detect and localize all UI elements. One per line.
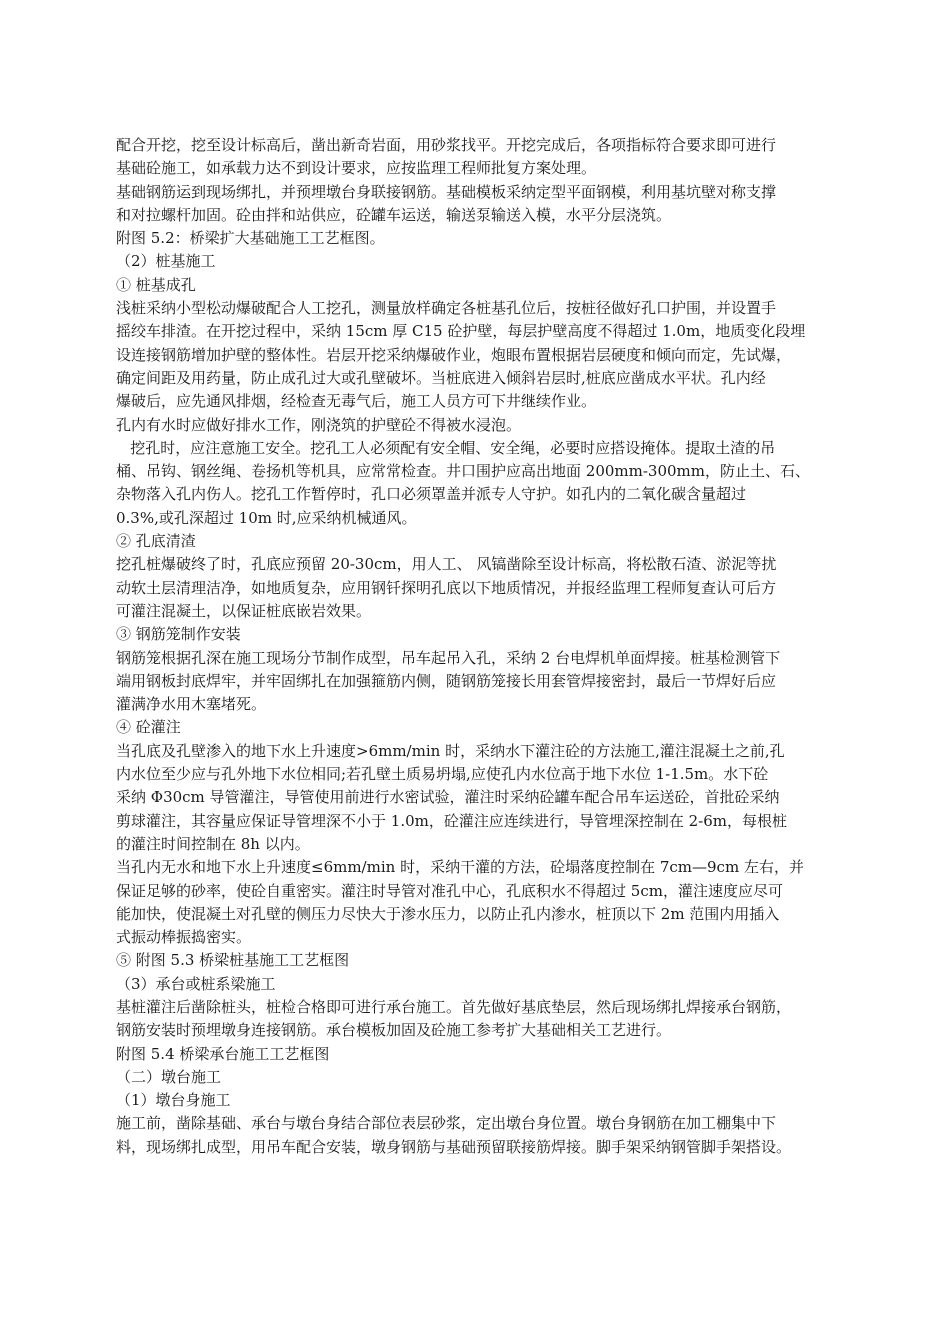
section-heading: （1）墩台身施工 [116,1091,231,1110]
text-line: 内水位至少应与孔外地下水位相同;若孔壁土质易坍塌,应使孔内水位高于地下水位 1-1.5m。水下砼 [116,765,769,784]
figure-reference: 附图 5.4 桥梁承台施工工艺框图 [116,1044,330,1063]
subsection-heading: ① 桩基成孔 [116,275,196,294]
text-line: 施工前，凿除基础、承台与墩台身结合部位表层砂浆，定出墩台身位置。墩台身钢筋在加工棚集中下 [116,1114,777,1133]
text-line: 摇绞车排渣。在开挖过程中，采纳 15cm 厚 C15 砼护壁，每层护壁高度不得超过 1.0m，地质变化段埋 [116,322,806,341]
text-line: 当孔底及孔壁渗入的地下水上升速度>6mm/min 时，采纳水下灌注砼的方法施工,灌注混凝土之前,孔 [116,741,785,760]
text-line: 浅桩采纳小型松动爆破配合人工挖孔，测量放样确定各桩基孔位后，按桩径做好孔口护围，并设置手 [116,299,777,318]
document-body [116,134,856,1159]
text-line: 孔内有水时应做好排水工作，刚浇筑的护壁砼不得被水浸泡。 [116,415,522,434]
text-line: 当孔内无水和地下水上升速度≤6mm/min 时，采纳干灌的方法，砼塌落度控制在 7cm—9cm 左右，并 [116,858,804,877]
text-line: 钢筋安装时预埋墩身连接钢筋。承台模板加固及砼施工参考扩大基础相关工艺进行。 [116,1021,672,1040]
text-line: 采纳 Φ30cm 导管灌注，导管使用前进行水密试验，灌注时采纳砼罐车配合吊车运送砼，首批砼采纳 [116,788,780,807]
text-line: 动软土层清理洁净，如地质复杂，应用钢钎探明孔底以下地质情况，并报经监理工程师复查认可后方 [116,578,777,597]
text-line: 可灌注混凝土，以保证桩底嵌岩效果。 [116,601,372,620]
text-line: 挖孔桩爆破终了时，孔底应预留 20-30cm，用人工、 风镐凿除至设计标高，将松散石渣、淤泥等扰 [116,555,777,574]
text-line: 杂物落入孔内伤人。挖孔工作暂停时，孔口必须罩盖并派专人守护。如孔内的二氧化碳含量超过 [116,485,747,504]
section-heading: （2）桩基施工 [116,252,216,271]
section-heading: （二）墩台施工 [116,1067,222,1086]
text-line: 灌满净水用木塞堵死。 [116,695,267,714]
text-line: 料，现场绑扎成型，用吊车配合安装，墩身钢筋与基础预留联接筋焊接。脚手架采纳钢管脚手架搭设。 [116,1137,792,1156]
text-line: 基桩灌注后凿除桩头，桩检合格即可进行承台施工。首先做好基底垫层，然后现场绑扎焊接承台钢筋， [116,997,792,1016]
text-line: 保证足够的砂率，使砼自重密实。灌注时导管对准孔中心，孔底积水不得超过 5cm，灌注速度应尽可 [116,881,783,900]
text-line: 基础砼施工，如承载力达不到设计要求，应按监理工程师批复方案处理。 [116,159,597,178]
text-line: 爆破后，应先通风排烟，经检查无毒气后，施工人员方可下井继续作业。 [116,392,597,411]
text-line: 端用钢板封底焊牢，并牢固绑扎在加强箍筋内侧，随钢筋笼接长用套管焊接密封，最后一节焊好后应 [116,671,777,690]
text-line: 0.3%,或孔深超过 10m 时,应采纳机械通风。 [116,508,417,527]
figure-reference: 附图 5.2：桥梁扩大基础施工工艺框图。 [116,229,385,248]
text-line: 剪球灌注，其容量应保证导管埋深不小于 1.0m，砼灌注应连续进行，导管埋深控制在 2-6m，每根桩 [116,811,787,830]
text-line: 配合开挖，挖至设计标高后，凿出新奇岩面，用砂浆找平。开挖完成后，各项指标符合要求即可进行 [116,136,777,154]
figure-reference: ⑤ 附图 5.3 桥梁桩基施工工艺框图 [116,951,350,970]
subsection-heading: ③ 钢筋笼制作安装 [116,625,241,644]
text-line: 确定间距及用药量，防止成孔过大或孔壁破坏。当桩底进入倾斜岩层时,桩底应凿成水平状。孔内经 [116,368,766,387]
text-line: 钢筋笼根据孔深在施工现场分节制作成型，吊车起吊入孔，采纳 2 台电焊机单面焊接。桩基检测管下 [116,648,781,667]
text-line: 基础钢筋运到现场绑扎，并预埋墩台身联接钢筋。基础模板采纳定型平面钢模，利用基坑壁对称支撑 [116,182,777,201]
text-line: 能加快，使混凝土对孔壁的侧压力尽快大于渗水压力，以防止孔内渗水，桩顶以下 2m 范围内用插入 [116,904,780,923]
text-line: 和对拉螺杆加固。砼由拌和站供应，砼罐车运送，输送泵输送入模，水平分层浇筑。 [116,205,672,224]
text-line: 挖孔时，应注意施工安全。挖孔工人必须配有安全帽、安全绳，必要时应搭设掩体。提取土渣的吊 [116,438,776,457]
text-line: 式振动棒振捣密实。 [116,928,252,947]
subsection-heading: ④ 砼灌注 [116,718,181,737]
text-line: 的灌注时间控制在 8h 以内。 [116,834,310,853]
text-line: 桶、吊钩、钢丝绳、卷扬机等机具，应常常检查。井口围护应高出地面 200mm-300mm，防止土、石、 [116,462,810,481]
subsection-heading: ② 孔底清渣 [116,532,196,551]
text-line: 设连接钢筋增加护壁的整体性。岩层开挖采纳爆破作业，炮眼布置根据岩层硬度和倾向而定，先试爆， [116,345,792,364]
section-heading: （3）承台或桩系梁施工 [116,974,276,993]
